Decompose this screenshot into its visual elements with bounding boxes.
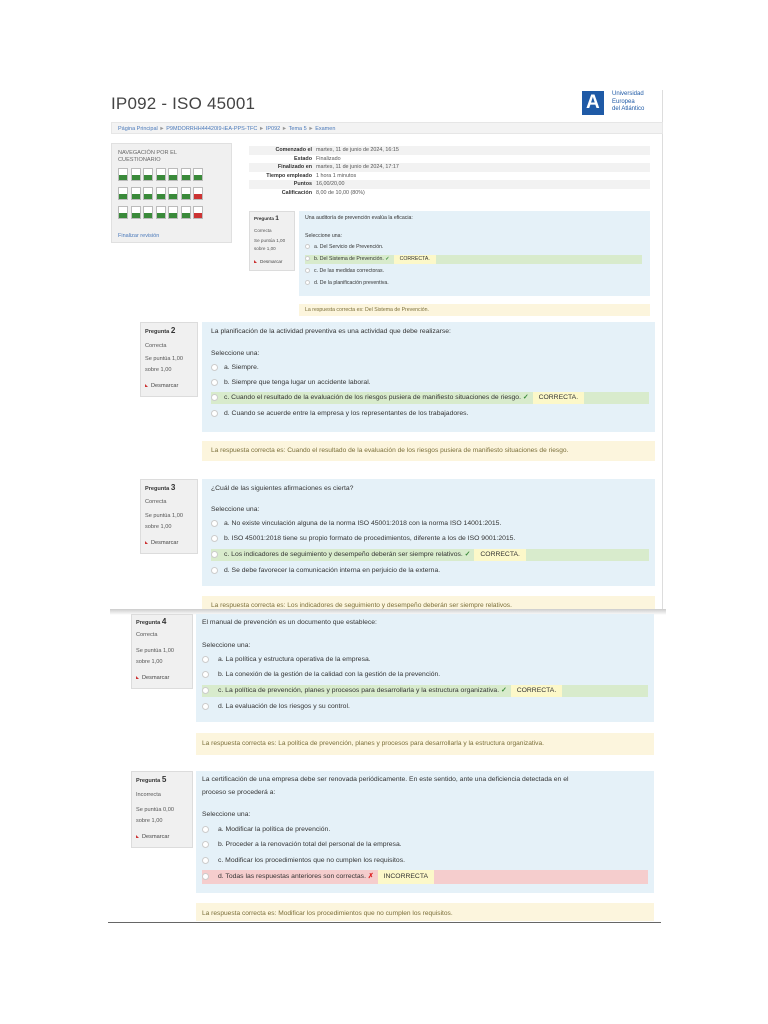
page-edge <box>662 90 663 610</box>
answer-option[interactable]: b. Siempre que tenga lugar un accidente laboral. <box>211 377 371 389</box>
radio-icon <box>211 520 218 527</box>
answer-option[interactable]: c. Modificar los procedimientos que no cumplen los requisitos. <box>202 855 405 867</box>
answer-status-icon <box>169 213 177 218</box>
question-5-info: Pregunta 5 Incorrecta Se puntúa 0,00 sobre 1,00 Desmarcar <box>131 771 193 848</box>
summary-row: Tiempo empleado 1 hora 1 minutos <box>266 172 357 179</box>
question-nav-button[interactable] <box>168 168 178 181</box>
question-nav-button[interactable] <box>168 187 178 200</box>
radio-icon <box>202 873 209 880</box>
radio-icon <box>202 703 209 710</box>
answer-status-icon <box>182 213 190 218</box>
logo-text: Universidad Europea del Atlántico <box>612 91 645 112</box>
question-3-info: Pregunta 3 Correcta Se puntúa 1,00 sobre 1,00 Desmarcar <box>140 479 198 554</box>
question-text: ¿Cuál de las siguientes afirmaciones es cierta? <box>211 485 354 492</box>
question-nav-button[interactable] <box>181 187 191 200</box>
cross-icon: ✗ <box>367 873 374 880</box>
question-nav-button[interactable] <box>156 168 166 181</box>
answer-option[interactable]: d. De la planificación preventiva. <box>305 279 389 288</box>
question-nav-button[interactable] <box>131 168 141 181</box>
radio-icon <box>211 551 218 558</box>
check-icon: ✓ <box>522 394 529 401</box>
question-text-line-2: proceso se procederá a: <box>202 789 276 796</box>
question-nav-button[interactable] <box>156 206 166 219</box>
summary-row: Comenzado el martes, 11 de junio de 2024, 16:15 <box>249 146 650 155</box>
question-4-content: El manual de prevención es un documento que establece: Seleccione una: a. La política y estructura operativa de la empresa. b. La conexión de la gestión de la calidad con la gestión de la prevención. c. La política de prevención, planes y procesos para desarrollarla y la estructura organizativa. ✓ CORRECTA. d. La evaluación de los riesgos y su control. <box>196 614 654 722</box>
quiz-navigation-title: NAVEGACIÓN POR EL CUESTIONARIO <box>118 150 177 163</box>
answer-status-icon <box>157 213 165 218</box>
question-nav-button[interactable] <box>193 168 203 181</box>
quiz-navigation <box>111 143 232 243</box>
check-icon: ✓ <box>464 551 471 558</box>
question-nav-button[interactable] <box>118 206 128 219</box>
radio-icon <box>202 687 209 694</box>
question-5-feedback: La respuesta correcta es: Modificar los procedimientos que no cumplen los requisitos. <box>196 903 654 921</box>
question-4-feedback: La respuesta correcta es: La política de prevención, planes y procesos para desarrollarla y la estructura organizativa. <box>196 733 654 755</box>
university-logo[interactable] <box>582 91 662 117</box>
summary-row: Puntos 16,00/20,00 <box>249 180 650 189</box>
answer-status-icon <box>132 213 140 218</box>
question-3-content: ¿Cuál de las siguientes afirmaciones es cierta? Seleccione una: a. No existe vinculación alguna de la norma ISO 45001:2018 con la norma ISO 14001:2015. b. ISO 45001:2018 tiene su propio formato de procedimientos, diferente a los de ISO 9001:2015. c. Los indicadores de seguimiento y desempeño deberán ser siempre relativos. ✓ CORRECTA. d. Se debe favorecer la comunicación interna en perjuicio de la externa. <box>202 479 655 586</box>
question-nav-button[interactable] <box>193 206 203 219</box>
answer-status-icon <box>182 175 190 180</box>
question-nav-button[interactable] <box>131 187 141 200</box>
radio-icon <box>305 268 310 273</box>
summary-row: Calificación 8,00 de 10,00 (80%) <box>281 189 365 196</box>
answer-status-icon <box>169 194 177 199</box>
page-divider <box>108 922 661 923</box>
summary-row: Finalizado en martes, 11 de junio de 2024, 17:17 <box>249 163 650 172</box>
attempt-summary <box>249 146 650 197</box>
answer-option-selected[interactable]: c. Los indicadores de seguimiento y desempeño deberán ser siempre relativos. ✓ CORRECTA. <box>211 549 649 561</box>
flag-question-button[interactable]: Desmarcar <box>145 383 178 389</box>
question-1-content: Una auditoría de prevención evalúa la eficacia: Seleccione una: a. Del Servicio de Prevención. b. Del Sistema de Prevención. ✓ CORRECTA. c. De las medidas correctoras. d. De la planificación preventiva. <box>299 211 650 296</box>
question-text: La planificación de la actividad preventiva es una actividad que debe realizarse: <box>211 328 451 335</box>
answer-status-icon <box>157 175 165 180</box>
answer-status-icon <box>157 194 165 199</box>
answer-status-icon <box>144 175 152 180</box>
breadcrumb-course[interactable]: P9MDORRHH44420I9-iEA-PPS-TFC <box>166 126 258 132</box>
answer-status-icon <box>132 175 140 180</box>
radio-icon <box>305 280 310 285</box>
answer-status-icon <box>119 213 127 218</box>
question-2-feedback: La respuesta correcta es: Cuando el resultado de la evaluación de los riesgos pusiera de manifiesto situaciones de riesgo. <box>202 441 655 461</box>
answer-option[interactable]: a. Siempre. <box>211 362 259 374</box>
answer-option[interactable]: b. La conexión de la gestión de la calidad con la gestión de la prevención. <box>202 669 440 681</box>
radio-icon <box>211 535 218 542</box>
answer-option[interactable]: c. De las medidas correctoras. <box>305 267 384 276</box>
answer-option[interactable]: b. ISO 45001:2018 tiene su propio formato de procedimientos, diferente a los de ISO 9001:2015. <box>211 533 515 545</box>
question-nav-button[interactable] <box>156 187 166 200</box>
radio-icon <box>202 857 209 864</box>
radio-icon <box>202 826 209 833</box>
answer-status-icon <box>169 175 177 180</box>
radio-icon <box>305 256 310 261</box>
answer-option[interactable]: a. Del Servicio de Prevención. <box>305 243 384 252</box>
finish-review-link[interactable]: Finalizar revisión <box>118 233 160 239</box>
radio-icon <box>211 379 218 386</box>
answer-option-selected[interactable]: c. Cuando el resultado de la evaluación de los riesgos pusiera de manifiesto situaciones de riesgo. ✓ CORRECTA. <box>211 392 649 404</box>
breadcrumb-topic[interactable]: Tema 5 <box>288 126 307 132</box>
radio-icon <box>305 244 310 249</box>
answer-option[interactable]: d. La evaluación de los riesgos y su control. <box>202 701 350 713</box>
radio-icon <box>211 410 218 417</box>
answer-status-icon <box>119 194 127 199</box>
radio-icon <box>211 394 218 401</box>
question-3-feedback: La respuesta correcta es: Los indicadores de seguimiento y desempeño deberán ser siempre relativos. <box>202 596 655 612</box>
answer-status-icon <box>194 175 202 180</box>
question-text-line-1: La certificación de una empresa debe ser renovada periódicamente. En este sentido, ante una deficiencia detectada en el <box>202 776 569 783</box>
page-title: IP092 - ISO 45001 <box>111 94 256 113</box>
flag-question-button[interactable]: Desmarcar <box>136 675 169 681</box>
radio-icon <box>202 656 209 663</box>
answer-option[interactable]: a. Modificar la política de prevención. <box>202 824 330 836</box>
answer-status-icon <box>119 175 127 180</box>
question-1-feedback: La respuesta correcta es: Del Sistema de Prevención. <box>299 304 650 316</box>
question-5-content: La certificación de una empresa debe ser renovada periódicamente. En este sentido, ante una deficiencia detectada en el proceso se procederá a: Seleccione una: a. Modificar la política de prevención. b. Proceder a la renovación total del personal de la empresa. c. Modificar los procedimientos que no cumplen los requisitos. d. Todas las respuestas anteriores son correctas. ✗ INCORRECTA <box>196 771 654 893</box>
answer-option-selected[interactable]: b. Del Sistema de Prevención. ✓ CORRECTA. <box>305 255 642 264</box>
answer-status-icon <box>182 194 190 199</box>
radio-icon <box>211 567 218 574</box>
question-nav-button[interactable] <box>168 206 178 219</box>
question-nav-button[interactable] <box>118 187 128 200</box>
answer-option-selected[interactable]: d. Todas las respuestas anteriores son correctas. ✗ INCORRECTA <box>202 870 648 884</box>
answer-option[interactable]: a. La política y estructura operativa de la empresa. <box>202 654 371 666</box>
question-nav-button[interactable] <box>143 187 153 200</box>
question-text: Una auditoría de prevención evalúa la eficacia: <box>305 215 413 221</box>
answer-status-icon <box>194 213 202 218</box>
flag-question-button[interactable]: Desmarcar <box>254 259 282 264</box>
radio-icon <box>202 671 209 678</box>
breadcrumb-home[interactable]: Página Principal <box>118 126 158 132</box>
question-nav-button[interactable] <box>181 206 191 219</box>
question-nav-button[interactable] <box>181 168 191 181</box>
answer-option[interactable]: b. Proceder a la renovación total del personal de la empresa. <box>202 839 402 851</box>
question-nav-button[interactable] <box>143 206 153 219</box>
answer-status-icon <box>144 194 152 199</box>
question-text: El manual de prevención es un documento que establece: <box>202 619 377 626</box>
answer-option[interactable]: d. Se debe favorecer la comunicación interna en perjuicio de la externa. <box>211 565 440 577</box>
breadcrumb: Página Principal ► P9MDORRHH44420I9-iEA-PPS-TFC ► IP092 ► Tema 5 ► Examen <box>111 122 663 134</box>
question-1-info: Pregunta 1 Correcta Se puntúa 1,00 sobre 1,00 Desmarcar <box>249 211 295 271</box>
flag-question-button[interactable]: Desmarcar <box>136 834 169 840</box>
breadcrumb-module[interactable]: IP092 <box>265 126 281 132</box>
answer-option[interactable]: d. Cuando se acuerde entre la empresa y los representantes de los trabajadores. <box>211 408 468 420</box>
question-nav-button[interactable] <box>131 206 141 219</box>
breadcrumb-exam[interactable]: Examen <box>315 126 336 132</box>
question-nav-button[interactable] <box>143 168 153 181</box>
check-icon: ✓ <box>500 687 507 694</box>
answer-option-selected[interactable]: c. La política de prevención, planes y procesos para desarrollarla y la estructura organizativa. ✓ CORRECTA. <box>202 685 648 697</box>
summary-row: Estado Finalizado <box>294 155 341 162</box>
logo-mark-icon <box>582 91 604 115</box>
flag-question-button[interactable]: Desmarcar <box>145 540 178 546</box>
question-2-content: La planificación de la actividad preventiva es una actividad que debe realizarse: Seleccione una: a. Siempre. b. Siempre que tenga lugar un accidente laboral. c. Cuando el resultado de la evaluación de los riesgos pusiera de manifiesto situaciones de riesgo. ✓ CORRECTA. d. Cuando se acuerde entre la empresa y los representantes de los trabajadores. <box>202 322 655 432</box>
question-4-info: Pregunta 4 Correcta Se puntúa 1,00 sobre 1,00 Desmarcar <box>131 614 193 689</box>
check-icon: ✓ <box>385 256 390 262</box>
answer-status-icon <box>132 194 140 199</box>
radio-icon <box>202 841 209 848</box>
answer-status-icon <box>194 194 202 199</box>
question-nav-button[interactable] <box>118 168 128 181</box>
answer-option[interactable]: a. No existe vinculación alguna de la norma ISO 45001:2018 con la norma ISO 14001:2015. <box>211 518 501 530</box>
radio-icon <box>211 364 218 371</box>
question-2-info: Pregunta 2 Correcta Se puntúa 1,00 sobre 1,00 Desmarcar <box>140 322 198 397</box>
answer-status-icon <box>144 213 152 218</box>
question-nav-button[interactable] <box>193 187 203 200</box>
